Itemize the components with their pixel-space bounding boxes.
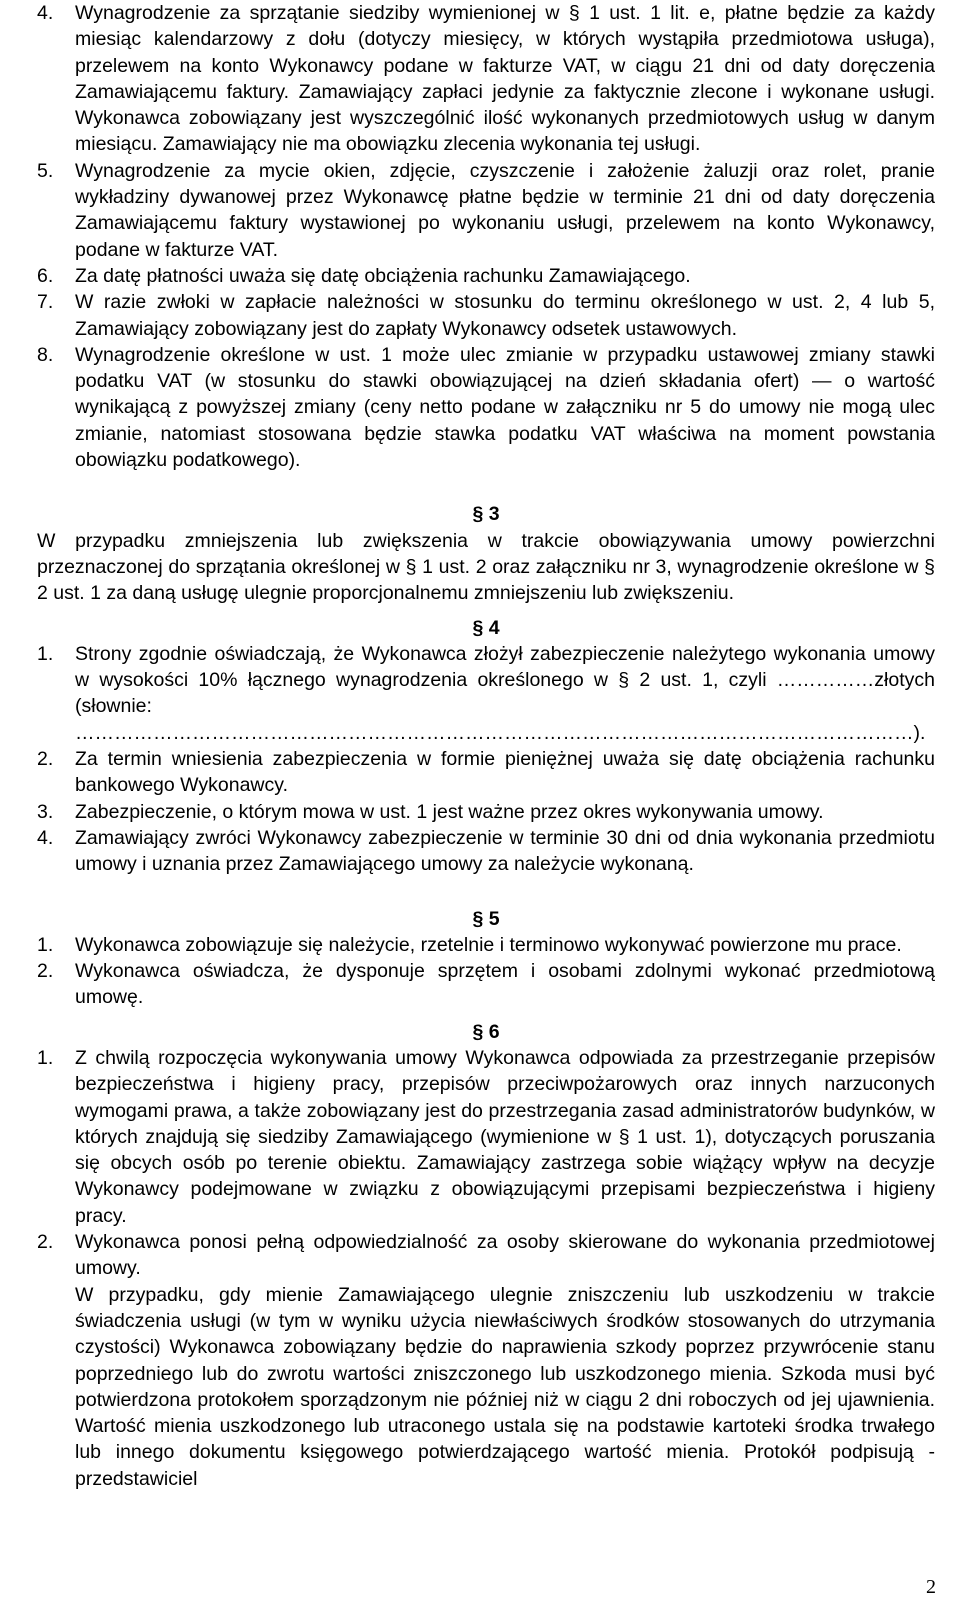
paragraph-text: Z chwilą rozpoczęcia wykonywania umowy Wykonawca odpowiada za przestrzeganie przepisów bezpieczeństwa i higieny pracy, przepisów przeciwpożarowych oraz innych narzuconych wymogami prawa, a także zobowiązany jest do przestrzegania zasad administratorów budynków, w których znajdują się siedziby Zamawiającego (wymienione w § 1 ust. 1), dotyczących poruszania się obcych osób po terenie obiektu. Zamawiający zastrzega sobie wiążący wpływ na decyzje Wykonawcy podejmowane w związku z obowiązującymi przepisami bezpieczeństwa i higieny pracy. [75,1046,935,1227]
paragraph-text: Wykonawca ponosi pełną odpowiedzialność za osoby skierowane do wykonania przedmiotowej umowy. [75,1231,935,1280]
paragraph-2-5 [37,158,935,263]
paragraph-number: 1. [37,642,54,665]
paragraph-4-4 [37,825,935,878]
paragraph-text: Wynagrodzenie za mycie okien, zdjęcie, czyszczenie i założenie żaluzji oraz rolet, pranie wykładziny dywanowej przez Wykonawcę płatne będzie w terminie 21 dni od daty doręczenia Zamawiającemu faktury wystawionej po wykonaniu usługi, przelewem na konto Wykonawcy, podane w fakturze VAT. [75,159,935,261]
paragraph-text: Wykonawca oświadcza, że dysponuje sprzętem i osobami zdolnymi wykonać przedmiotową umowę. [75,960,935,1009]
section-heading-5: § 5 [472,907,500,930]
paragraph-text: Za datę płatności uważa się datę obciążenia rachunku Zamawiającego. [75,264,691,287]
paragraph-number: 1. [37,933,54,956]
paragraph-number: 2. [37,748,54,771]
paragraph-2-7 [37,289,935,342]
paragraph-2-8 [37,342,935,473]
paragraph-text: Za termin wniesienia zabezpieczenia w formie pieniężnej uważa się datę obciążenia rachunku bankowego Wykonawcy. [75,748,935,797]
paragraph-text: Zabezpieczenie, o którym mowa w ust. 1 jest ważne przez okres wykonywania umowy. [75,800,824,823]
page-number: 2 [926,1576,936,1598]
paragraph-text: Zamawiający zwróci Wykonawcy zabezpieczenie w terminie 30 dni od dnia wykonania przedmiotu umowy i uznania przez Zamawiającego umowy za należycie wykonaną. [75,826,935,876]
paragraph-text: Strony zgodnie oświadczają, że Wykonawca złożył zabezpieczenie należytego wykonania umowy w wysokości 10% łącznego wynagrodzenia określonego w § 2 ust. 1, czyli ……………złotych (słownie: …………………………………………………………………………………………………………………). [75,642,935,744]
paragraph-6-1 [37,1045,935,1229]
paragraph-text: Wykonawca zobowiązuje się należycie, rzetelnie i terminowo wykonywać powierzone mu prace. [75,933,902,956]
spacer [37,878,935,906]
paragraph-6-2-continuation: W przypadku, gdy mienie Zamawiającego ulegnie zniszczeniu lub uszkodzeniu w trakcie świadczenia usługi (w tym w wyniku użycia niewłaściwych środków stosowanych do utrzymania czystości) Wykonawca zobowiązany będzie do naprawienia szkody poprzez przywrócenie stanu poprzedniego lub do zwrotu wartości zniszczonego lub uszkodzonego mienia. Szkoda musi być potwierdzona protokołem sporządzonym nie później niż w ciągu 2 dni roboczych od jej ujawnienia. Wartość mienia uszkodzonego lub utraconego ustala się na podstawie kartoteki środka trwałego lub innego dokumentu księgowego potwierdzającego wartość mienia. Protokół podpisują - przedstawiciel [75,1283,935,1490]
paragraph-4-3 [37,799,935,825]
paragraph-4-1 [37,641,935,746]
paragraph-number: 4. [37,2,54,24]
paragraph-2-4 [37,0,935,158]
spacer [37,473,935,501]
section-heading-6: § 6 [472,1020,500,1043]
paragraph-number: 3. [37,800,54,823]
paragraph-5-1 [37,932,935,958]
spacer [37,1011,935,1019]
section-heading-3: § 3 [472,503,500,526]
paragraph-text: Wynagrodzenie za sprzątanie siedziby wymienionej w § 1 ust. 1 lit. e, płatne będzie za każdy miesiąc kalendarzowy z dołu (dotyczy miesięcy, w których wystąpiła przedmiotowa usługa), przelewem na konto Wykonawcy podane w fakturze VAT, w ciągu 21 dni od daty doręczenia Zamawiającemu faktury. Zamawiający zapłaci jedynie za faktycznie zlecone i wykonane usługi. Wykonawca zobowiązany jest wyszczególnić ilość wykonanych przedmiotowych usług w danym miesiącu. Zamawiający nie ma obowiązku zlecenia wykonania tej usługi. [75,2,935,156]
paragraph-6-2 [37,1229,935,1282]
paragraph-number: 4. [37,826,54,849]
paragraph-number: 2. [37,1231,54,1254]
paragraph-2-6 [37,263,935,289]
section-heading-4: § 4 [472,616,500,639]
paragraph-number: 2. [37,960,54,983]
paragraph-number: 8. [37,343,54,366]
paragraph-text: Wynagrodzenie określone w ust. 1 może ulec zmianie w przypadku ustawowej zmiany stawki podatku VAT (w stosunku do stawki obowiązującej na dzień składania ofert) — o wartość wynikającą z powyższej zmiany (ceny netto podane w załączniku nr 5 do umowy nie mogą ulec zmianie, natomiast stosowana będzie stawka podatku VAT właściwa na moment powstania obowiązku podatkowego). [75,343,935,472]
section-3-text: W przypadku zmniejszenia lub zwiększenia w trakcie obowiązywania umowy powierzchni przeznaczonej do sprzątania określonej w § 1 ust. 2 oraz załączniku nr 3, wynagrodzenie określone w § 2 ust. 1 za daną usługę ulegnie proporcjonalnemu zmniejszeniu lub zwiększeniu. [37,529,935,605]
paragraph-number: 6. [37,264,54,287]
paragraph-number: 1. [37,1046,54,1069]
paragraph-text: W razie zwłoki w zapłacie należności w stosunku do terminu określonego w ust. 2, 4 lub 5, Zamawiający zobowiązany jest do zapłaty Wykonawcy odsetek ustawowych. [75,291,935,340]
spacer [37,607,935,615]
paragraph-4-2 [37,746,935,799]
paragraph-number: 7. [37,291,54,314]
paragraph-number: 5. [37,159,54,182]
paragraph-5-2 [37,958,935,1011]
